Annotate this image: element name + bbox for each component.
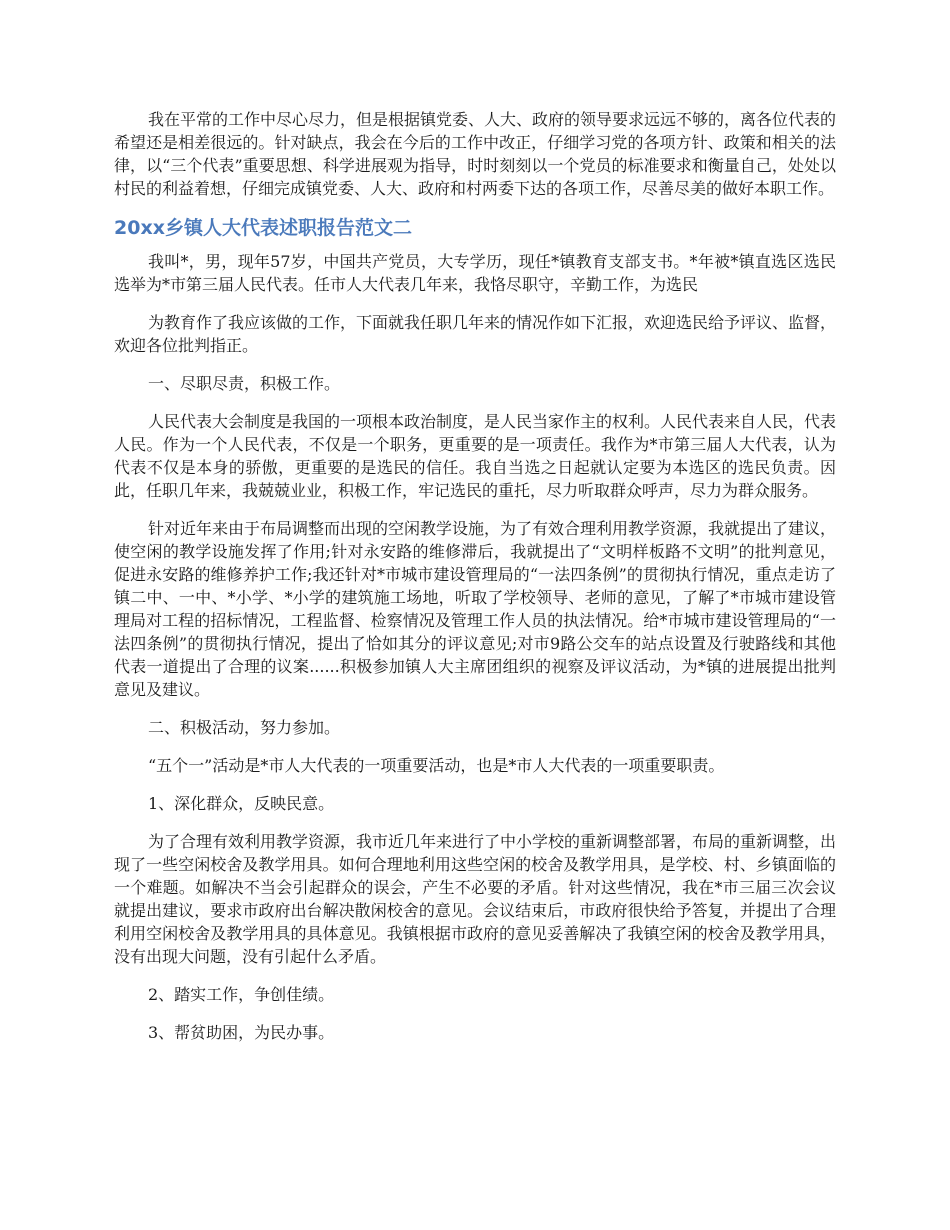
paragraph-school-resources: 为了合理有效利用教学资源，我市近几年来进行了中小学校的重新调整部署，布局的重新调整，出现了一些空闲校舍及教学用具。如何合理地利用这些空闲的校舍及教学用具，是学校、村、乡镇面临的一个难题。如解决不当会引起群众的误会，产生不必要的矛盾。针对这些情况，我在*市三届三次会议就提出建议，要求市政府出台解决散闲校舍的意见。会议结束后，市政府很快给予答复，并提出了合理利用空闲校舍及教学用具的具体意见。我镇根据市政府的意见妥善解决了我镇空闲的校舍及教学用具，没有出现大问题，没有引起什么矛盾。 <box>114 832 837 966</box>
paragraph-congress-system: 人民代表大会制度是我国的一项根本政治制度，是人民当家作主的权利。人民代表来自人民，代表人民。作为一个人民代表，不仅是一个职务，更重要的是一项责任。我作为*市第三届人大代表，认为代表不仅是本身的骄傲，更重要的是选民的信任。我自当选之日起就认定要为本选区的选民负责。因此，任职几年来，我兢兢业业，积极工作，牢记选民的重托，尽力听取群众呼声，尽力为群众服务。 <box>114 412 837 500</box>
paragraph-self-introduction: 我叫*，男，现年57岁，中国共产党员，大专学历，现任*镇教育支部支书。*年被*镇直选区选民选举为*市第三届人民代表。任市人大代表几年来，我恪尽职守，辛勤工作，为选民 <box>114 252 836 294</box>
subheading-three: 3、帮贫助困，为民办事。 <box>148 1023 335 1042</box>
section-title: 20xx乡镇人大代表述职报告范文二 <box>114 217 412 239</box>
section-heading-two: 二、积极活动，努力参加。 <box>148 718 341 737</box>
paragraph-suggestions: 针对近年来由于布局调整而出现的空闲教学设施，为了有效合理利用教学资源，我就提出了建议，使空闲的教学设施发挥了作用;针对永安路的维修滞后，我就提出了“文明样板路不文明”的批判意见，促进永安路的维修养护工作;我还针对*市城市建设管理局的“一法四条例”的贯彻执行情况，重点走访了镇二中、一中、*小学、*小学的建筑施工场地，听取了学校领导、老师的意见，了解了*市城市建设管理局对工程的招标情况，工程监督、检察情况及管理工作人员的执法情况。给*市城市建设管理局的“一法四条例”的贯彻执行情况，提出了恰如其分的评议意见;对市9路公交车的站点设置及行驶路线和其他代表一道提出了合理的议案......积极参加镇人大主席团组织的视察及评议活动，为*镇的进展提出批判意见及建议。 <box>114 519 837 699</box>
paragraph-five-ones: “五个一”活动是*市人大代表的一项重要活动，也是*市人大代表的一项重要职责。 <box>148 756 725 775</box>
document-page <box>114 108 836 1059</box>
paragraph-report-intro: 为教育作了我应该做的工作，下面就我任职几年来的情况作如下汇报，欢迎选民给予评议、监督，欢迎各位批判指正。 <box>114 313 837 355</box>
intro-paragraph: 我在平常的工作中尽心尽力，但是根据镇党委、人大、政府的领导要求远远不够的，离各位代表的希望还是相差很远的。针对缺点，我会在今后的工作中改正，仔细学习党的各项方针、政策和相关的法律，以“三个代表”重要思想、科学进展观为指导，时时刻刻以一个党员的标准要求和衡量自己，处处以村民的利益着想，仔细完成镇党委、人大、政府和村两委下达的各项工作，尽善尽美的做好本职工作。 <box>114 110 837 198</box>
section-heading-one: 一、尽职尽责，积极工作。 <box>148 374 341 393</box>
subheading-one: 1、深化群众，反映民意。 <box>148 794 335 813</box>
subheading-two: 2、踏实工作，争创佳绩。 <box>148 985 335 1004</box>
